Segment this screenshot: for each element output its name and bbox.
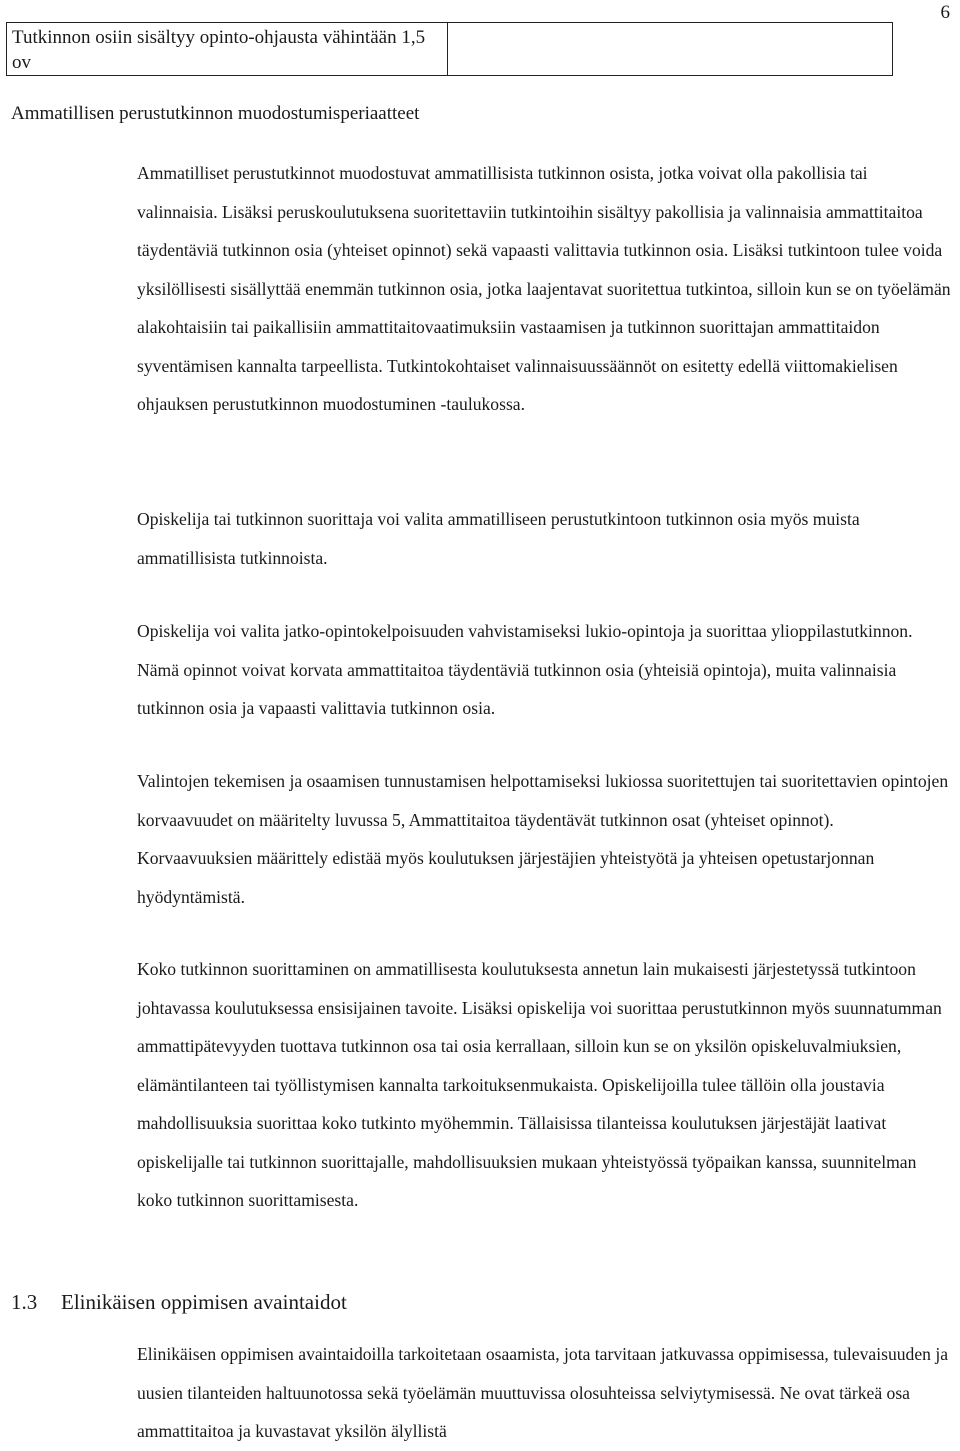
paragraph-key-skills: Elinikäisen oppimisen avaintaidoilla tarkoitetaan osaamista, jota tarvitaan jatkuvassa oppimisessa, tulevaisuuden ja uusien tilanteiden haltuunotossa sekä työelämän muuttuvissa olosuhteissa selviytymisessä. Ne ovat tärkeä osa ammattitaitoa ja kuvastavat yksilön älyllistä (137, 1344, 949, 1441)
section-title: Elinikäisen oppimisen avaintaidot (61, 1290, 347, 1314)
page-number: 6 (940, 2, 950, 23)
header-box (6, 22, 893, 76)
subsection-heading: Ammatillisen perustutkinnon muodostumisperiaatteet (11, 103, 420, 124)
section-number: 1.3 (11, 1290, 38, 1314)
paragraph-other-qualifications: Opiskelija tai tutkinnon suorittaja voi valita ammatilliseen perustutkintoon tutkinnon osia myös muista ammatillisista tutkinnoista. (137, 509, 860, 568)
paragraph-equivalences: Valintojen tekemisen ja osaamisen tunnustamisen helpottamiseksi lukiossa suoritettujen tai suoritettavien opintojen korvaavuudet on määritelty luvussa 5, Ammattitaitoa täydentävät tutkinnon osat (yhteiset opinnot). Korvaavuuksien määrittely edistää myös koulutuksen järjestäjien yhteistyötä ja yhteisen opetustarjonnan hyödyntämistä. (137, 771, 949, 907)
paragraph-full-qualification: Koko tutkinnon suorittaminen on ammatillisesta koulutuksesta annetun lain mukaisesti järjestetyssä tutkintoon johtavassa koulutuksessa ensisijainen tavoite. Lisäksi opiskelija voi suorittaa perustutkinnon myös suunnatumman ammattipätevyyden tuottava tutkinnon osa tai osia kerrallaan, silloin kun se on yksilön opiskeluvalmiuksien, elämäntilanteen tai työllistymisen kannalta tarkoituksenmukaista. Opiskelijoilla tulee tällöin olla joustavia mahdollisuuksia suorittaa koko tutkinto myöhemmin. Tällaisissa tilanteissa koulutuksen järjestäjät laativat opiskelijalle tai tutkinnon suorittajalle, mahdollisuuksien mukaan yhteistyössä työpaikan kanssa, suunnitelman koko tutkinnon suorittamisesta. (137, 959, 942, 1210)
header-box-left-cell: Tutkinnon osiin sisältyy opinto-ohjausta vähintään 1,5 ov (7, 23, 448, 76)
paragraph-composition: Ammatilliset perustutkinnot muodostuvat ammatillisista tutkinnon osista, jotka voivat olla pakollisia tai valinnaisia. Lisäksi peruskoulutuksena suoritettaviin tutkintoihin sisältyy pakollisia ja valinnaisia ammattitaitoa täydentäviä tutkinnon osia (yhteiset opinnot) sekä vapaasti valittavia tutkinnon osia. Lisäksi tutkintoon tulee voida yksilöllisesti sisällyttää enemmän tutkinnon osia, jotka laajentavat suoritettua tutkintoa, silloin kun se on työelämän alakohtaisiin tai paikallisiin ammattitaitovaatimuksiin vastaamisen ja tutkinnon suorittajan ammattitaidon syventämisen kannalta tarpeellista. Tutkintokohtaiset valinnaisuussäännöt on esitetty edellä viittomakielisen ohjauksen perustutkinnon muodostuminen -taulukossa. (137, 163, 951, 414)
paragraph-upper-secondary-studies: Opiskelija voi valita jatko-opintokelpoisuuden vahvistamiseksi lukio-opintoja ja suorittaa ylioppilastutkinnon. Nämä opinnot voivat korvata ammattitaitoa täydentäviä tutkinnon osia (yhteisiä opintoja), muita valinnaisia tutkinnon osia ja vapaasti valittavia tutkinnon osia. (137, 621, 913, 718)
header-box-right-cell (448, 23, 893, 76)
section-heading (11, 1290, 347, 1315)
